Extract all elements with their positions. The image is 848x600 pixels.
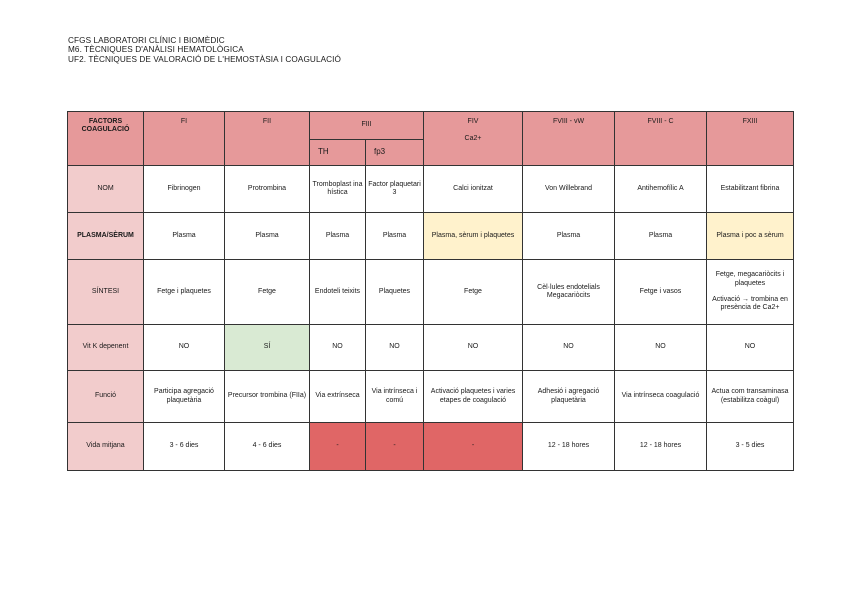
- table-cell-highlight: SÍ: [225, 325, 310, 371]
- table-row-plasma: [68, 213, 794, 260]
- corner-header: FACTORS COAGULACIÓ: [68, 112, 144, 166]
- col-header-fxiii: FXIII: [707, 112, 794, 166]
- module-title: M6. TÈCNIQUES D'ANÀLISI HEMATOLÒGICA: [68, 45, 244, 55]
- row-label-funcio: Funció: [68, 371, 144, 423]
- table-cell: NO: [424, 325, 523, 371]
- table-cell: Protrombina: [225, 166, 310, 213]
- table-cell: Via extrínseca: [310, 371, 366, 423]
- table-cell: NO: [523, 325, 615, 371]
- table-cell: Von Willebrand: [523, 166, 615, 213]
- table-cell: Cèl·lules endotelials Megacariòcits: [523, 260, 615, 325]
- table-row-vitk: [68, 325, 794, 371]
- table-cell: Estabilitzant fibrina: [707, 166, 794, 213]
- col-header-fviii-c: FVIII - C: [615, 112, 707, 166]
- table-cell-empty: -: [310, 423, 366, 471]
- table-cell: Antihemofílic A: [615, 166, 707, 213]
- table-cell-empty: -: [424, 423, 523, 471]
- table-cell: NO: [310, 325, 366, 371]
- table-cell-empty: -: [366, 423, 424, 471]
- row-label-plasma: PLASMA/SÈRUM: [68, 213, 144, 260]
- table-cell: Factor plaquetari 3: [366, 166, 424, 213]
- table-cell: Via intrínseca coagulació: [615, 371, 707, 423]
- table-cell: Calci ionitzat: [424, 166, 523, 213]
- col-header-fiv: [424, 112, 523, 166]
- sintesi-fxiii-origin: Fetge, megacariòcits i plaquetes: [715, 271, 785, 287]
- table-cell: Plasma: [523, 213, 615, 260]
- sintesi-fxiii-activation: Activació → trombina en presència de Ca2+: [712, 296, 788, 312]
- table-cell: Fibrinogen: [144, 166, 225, 213]
- table-cell: Fetge i vasos: [615, 260, 707, 325]
- table-cell: Activació plaquetes i varies etapes de coagulació: [424, 371, 523, 423]
- table-cell: NO: [366, 325, 424, 371]
- table-cell: Via intrínseca i comú: [366, 371, 424, 423]
- row-label-sintesi: SÍNTESI: [68, 260, 144, 325]
- table-cell: [707, 260, 794, 325]
- table-cell: Plasma: [615, 213, 707, 260]
- table-cell: Plasma: [310, 213, 366, 260]
- document-header: [68, 36, 341, 64]
- table-cell: Actua com transaminasa (estabilitza coàgul): [707, 371, 794, 423]
- table-row-nom: [68, 166, 794, 213]
- table-cell: Plasma: [144, 213, 225, 260]
- col-header-th: TH: [310, 140, 366, 166]
- row-label-vida: Vida mitjana: [68, 423, 144, 471]
- table-cell: Fetge: [424, 260, 523, 325]
- table-row-vida: [68, 423, 794, 471]
- table-cell: 4 - 6 dies: [225, 423, 310, 471]
- table-cell: 12 - 18 hores: [523, 423, 615, 471]
- table-cell: 3 - 6 dies: [144, 423, 225, 471]
- col-header-fviii-vw: FVIII - vW: [523, 112, 615, 166]
- table-cell: Plasma: [225, 213, 310, 260]
- table-cell: NO: [707, 325, 794, 371]
- row-label-vitk: Vit K depenent: [68, 325, 144, 371]
- table-cell-highlight: Plasma i poc a sèrum: [707, 213, 794, 260]
- row-label-nom: NOM: [68, 166, 144, 213]
- table-cell: Plaquetes: [366, 260, 424, 325]
- table-cell: 12 - 18 hores: [615, 423, 707, 471]
- unit-title: UF2. TÈCNIQUES DE VALORACIÓ DE L'HEMOSTÀSIA I COAGULACIÓ: [68, 54, 342, 64]
- table-cell: Participa agregació plaquetària: [144, 371, 225, 423]
- table-cell: Tromboplast ina hística: [310, 166, 366, 213]
- table-cell: Fetge: [225, 260, 310, 325]
- course-title: CFGS LABORATORI CLÍNIC I BIOMÈDIC: [68, 36, 225, 45]
- col-header-fiii: FIII: [310, 112, 424, 140]
- fiv-label: FIV: [467, 118, 479, 125]
- table-cell: NO: [144, 325, 225, 371]
- col-header-fii: FII: [225, 112, 310, 166]
- table-row-funcio: [68, 371, 794, 423]
- col-header-fi: FI: [144, 112, 225, 166]
- table-cell: Precursor trombina (FIIa): [225, 371, 310, 423]
- table-cell: NO: [615, 325, 707, 371]
- fiv-sublabel: Ca2+: [464, 134, 482, 142]
- table-cell: Plasma: [366, 213, 424, 260]
- table-cell: Fetge i plaquetes: [144, 260, 225, 325]
- table-row-sintesi: [68, 260, 794, 325]
- table-cell: 3 - 5 dies: [707, 423, 794, 471]
- table-cell: Adhesió i agregació plaquetària: [523, 371, 615, 423]
- coagulation-factors-table: [67, 111, 794, 471]
- table-cell-highlight: Plasma, sèrum i plaquetes: [424, 213, 523, 260]
- table-cell: Endoteli teixits: [310, 260, 366, 325]
- col-header-fp3: fp3: [366, 140, 424, 166]
